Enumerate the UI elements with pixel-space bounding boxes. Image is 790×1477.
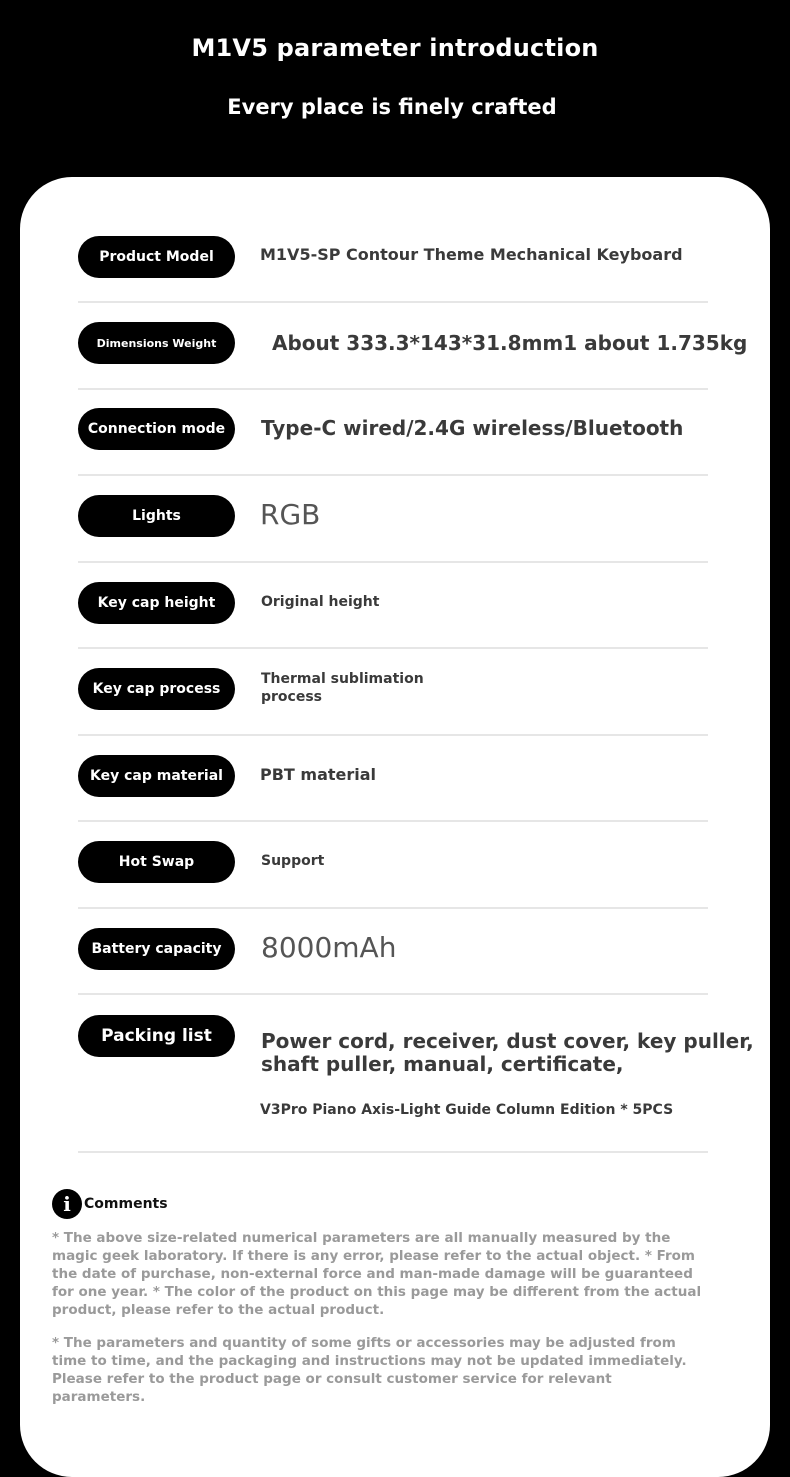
param-label: Packing list xyxy=(78,1015,235,1057)
param-row-product-model xyxy=(78,221,708,303)
param-label: Connection mode xyxy=(78,408,235,450)
param-label: Key cap height xyxy=(78,582,235,624)
param-row-battery-capacity xyxy=(78,907,708,995)
param-label: Dimensions Weight xyxy=(78,322,235,364)
page-title: M1V5 parameter introduction xyxy=(191,34,599,62)
info-icon: i xyxy=(52,1189,82,1219)
param-row-dimensions-weight xyxy=(78,301,748,390)
parameter-card xyxy=(20,177,770,1477)
param-value: M1V5-SP Contour Theme Mechanical Keyboard xyxy=(260,245,683,264)
comments-note-1: * The above size-related numerical parameters are all manually measured by the magic geek laboratory. If there is any error, please refer to the actual object. * From the date of purchase, non-external force and man-made damage will be guaranteed for one year. * The color of the product on this page may be different from the actual product, please refer to the actual product. xyxy=(52,1230,702,1318)
param-row-connection-mode xyxy=(78,388,708,476)
param-label: Battery capacity xyxy=(78,928,235,970)
param-value: Original height xyxy=(261,594,380,610)
param-value: 8000mAh xyxy=(261,931,397,964)
param-label: Lights xyxy=(78,495,235,537)
param-value: Type-C wired/2.4G wireless/Bluetooth xyxy=(261,416,684,440)
comments-note-2: * The parameters and quantity of some gifts or accessories may be adjusted from time to time, and the packaging and instructions may not be updated immediately. Please refer to the product page or consult customer service for relevant parameters. xyxy=(52,1335,687,1405)
param-value: PBT material xyxy=(260,765,377,784)
page-subtitle: Every place is finely crafted xyxy=(227,95,557,119)
param-value: Thermal sublimation xyxy=(261,671,424,687)
comments-header xyxy=(52,1189,168,1219)
param-value-line2: process xyxy=(261,689,323,705)
param-label: Key cap process xyxy=(78,668,235,710)
param-value: About 333.3*143*31.8mm1 about 1.735kg xyxy=(272,331,748,355)
param-row-key-cap-process xyxy=(78,647,708,736)
param-row-hot-swap xyxy=(78,820,708,909)
param-value: Power cord, receiver, dust cover, key puller, xyxy=(261,1029,754,1053)
param-row-lights xyxy=(78,474,708,563)
param-value-line2: shaft puller, manual, certificate, xyxy=(261,1052,624,1076)
param-value: Support xyxy=(261,853,325,869)
param-value: RGB xyxy=(260,498,321,531)
param-row-key-cap-height xyxy=(78,561,708,649)
param-value-line3: V3Pro Piano Axis-Light Guide Column Edition * 5PCS xyxy=(260,1102,674,1118)
param-label: Product Model xyxy=(78,236,235,278)
param-row-key-cap-material xyxy=(78,734,708,822)
comments-label: Comments xyxy=(84,1196,168,1212)
param-label: Key cap material xyxy=(78,755,235,797)
param-label: Hot Swap xyxy=(78,841,235,883)
param-row-packing-list xyxy=(78,993,754,1153)
